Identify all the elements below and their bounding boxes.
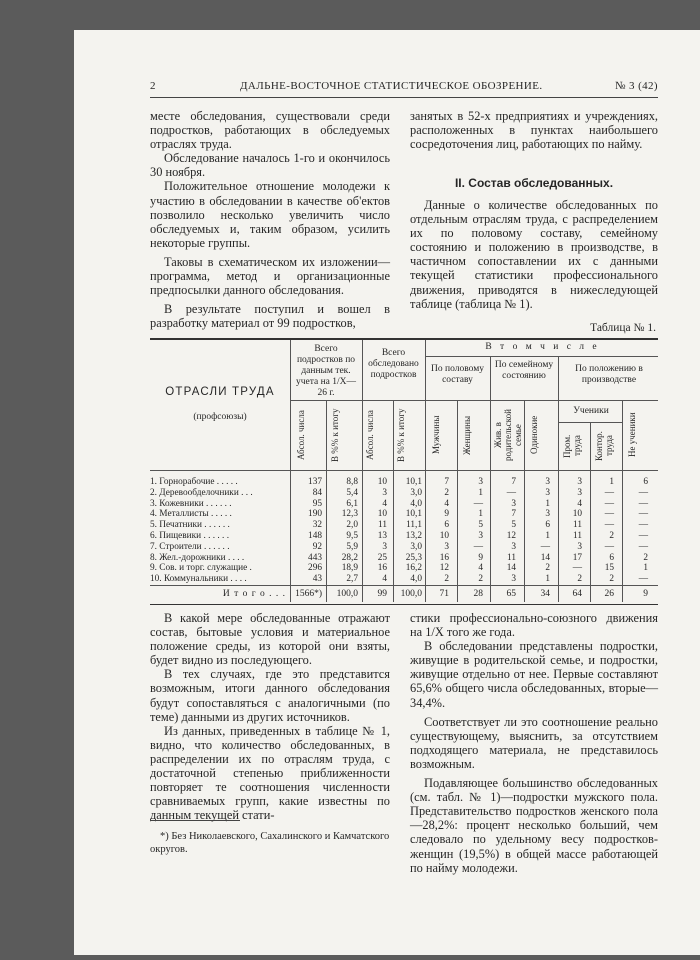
total-cell: 100,0 xyxy=(336,589,358,599)
table-cell: 2 xyxy=(609,531,614,541)
row-label: 4. Металлисты . . . . . xyxy=(150,509,232,520)
total-cell: 71 xyxy=(439,589,449,599)
table-cell: 3 xyxy=(382,541,387,552)
col-header-pct-surveyed: В %% к итогу xyxy=(396,408,406,462)
table-cell: 4 xyxy=(444,498,449,509)
left-column-bottom xyxy=(150,611,390,822)
table-cell: 10 xyxy=(377,509,387,520)
table-cell: 4 xyxy=(478,563,483,574)
table-cell: 25,3 xyxy=(405,552,422,563)
table-cell: 10 xyxy=(572,509,582,520)
table-cell: 84 xyxy=(312,487,322,498)
table-cell: — xyxy=(604,520,614,531)
table-cell: 2 xyxy=(444,487,449,498)
table-cell: 3 xyxy=(545,509,550,520)
table-cell: 6 xyxy=(444,520,449,531)
paragraph: Данные о количестве обследованных по отдельным отраслям труда, с распределением их по половому составу, семейному состоянию и положению в производстве, в частичном сопоставлении их с данными текущей статистики профессионального движения, приводятся в нижеследующей таблице (таблица № 1). xyxy=(410,198,658,311)
table-cell: — xyxy=(638,520,648,531)
table-cell: 9,5 xyxy=(346,531,358,541)
paragraph: В тех случаях, где это представится возможным, итоги данного обследования будут сопоставляться с аналогичными (по теме) данными из других источников. xyxy=(150,667,390,724)
table-row xyxy=(150,477,658,489)
table-cell: 43 xyxy=(312,574,322,585)
table-cell: 3,0 xyxy=(410,541,422,552)
table-cell: 1 xyxy=(478,509,483,520)
col-header-single: Одинокие xyxy=(529,415,539,455)
col-header-pct: В %% к итогу xyxy=(330,408,340,462)
col-header-abs: Абсол. числа xyxy=(296,410,306,460)
table-cell: 9 xyxy=(478,552,483,563)
col-header-parents: Жив. в родительской семье xyxy=(493,409,523,461)
table-cell: — xyxy=(572,563,582,574)
table-cell: 148 xyxy=(308,531,322,541)
table-cell: 3,0 xyxy=(410,487,422,498)
col-header-men: Мужчины xyxy=(431,415,441,455)
table-cell: — xyxy=(638,574,648,585)
table-cell: 5,9 xyxy=(346,541,358,552)
table-cell: 1 xyxy=(545,531,550,541)
table-cell: — xyxy=(540,541,550,552)
table-cell: 3 xyxy=(545,487,550,498)
table-cell: 10,1 xyxy=(405,477,422,487)
subheader-sex: По половому составу xyxy=(431,364,484,385)
total-cell: 65 xyxy=(506,589,516,599)
table-cell: 3 xyxy=(478,477,483,487)
table-cell: — xyxy=(604,541,614,552)
row-label: 3. Кожевники . . . . . . xyxy=(150,498,232,509)
table-cell: 2,7 xyxy=(346,574,358,585)
row-label: 10. Коммунальники . . . . xyxy=(150,574,247,585)
table-cell: 2 xyxy=(478,574,483,585)
table-cell: 3 xyxy=(511,498,516,509)
table-cell: 3 xyxy=(511,574,516,585)
total-cell: 64 xyxy=(572,589,582,599)
table-row xyxy=(150,553,658,565)
col-header-prom: Пром. труда xyxy=(562,434,582,458)
total-cell: 100,0 xyxy=(400,589,422,599)
table-cell: 16,2 xyxy=(405,563,422,574)
table-cell: 18,9 xyxy=(341,563,358,574)
table-cell: 2 xyxy=(643,552,648,563)
stub-subheading: (профсоюзы) xyxy=(193,412,247,422)
table-cell: 2,0 xyxy=(346,520,358,531)
row-rule xyxy=(558,422,622,423)
right-column-bottom xyxy=(410,611,658,875)
row-label: 8. Жел.-дорожники . . . . xyxy=(150,552,245,563)
table-cell: — xyxy=(604,487,614,498)
paragraph: Подавляющее большинство обследованных (см. табл. № 1)—подростки мужского пола. Представительство подростков женского пола—28,2%: процент несколько больший, чем следовало по удельному весу подростков-женщин (19,5%) в общей массе работающей по найму молодежи. xyxy=(410,776,658,875)
table-row xyxy=(150,574,658,586)
table-row xyxy=(150,563,658,575)
table-cell: — xyxy=(638,487,648,498)
col-header-kontor: Контор. труда xyxy=(594,431,614,461)
table-cell: 2 xyxy=(444,574,449,585)
paragraph: стики профессионально-союзного движения на 1/Х того же года. xyxy=(410,611,658,640)
table-cell: 11 xyxy=(573,531,582,541)
table-cell: 5 xyxy=(511,520,516,531)
table-cell: 1 xyxy=(545,498,550,509)
table-cell: 2 xyxy=(577,574,582,585)
header-rule xyxy=(150,97,658,98)
row-label: 9. Сов. и торг. служащие . xyxy=(150,563,252,574)
table-cell: 9 xyxy=(444,509,449,520)
table-row xyxy=(150,542,658,554)
col-header-abs-surveyed: Абсол. числа xyxy=(365,410,375,460)
row-label: 2. Деревообделочники . . . xyxy=(150,487,253,498)
table-cell: 6 xyxy=(545,520,550,531)
total-cell: 9 xyxy=(643,589,648,599)
paragraph: В обследовании представлены подростки, живущие в родительской семье, и подростки, живущие отдельно от нее. Первые составляют 65,6% общего числа обследованных, вторые—34,4%. xyxy=(410,639,658,710)
subheader-production: По положению в производстве xyxy=(575,364,643,385)
table-cell: 3 xyxy=(511,541,516,552)
table-cell: 3 xyxy=(545,477,550,487)
row-label: 6. Пищевики . . . . . . xyxy=(150,531,230,541)
group-header-surveyed: Всего обследовано подростков xyxy=(368,348,419,380)
table-cell: 12,3 xyxy=(341,509,358,520)
group-header-including: В т о м ч и с л е xyxy=(485,342,600,352)
table-row xyxy=(150,488,658,500)
table-cell: 13 xyxy=(377,531,387,541)
table-cell: 11,1 xyxy=(406,520,422,531)
table-cell: 443 xyxy=(308,552,322,563)
paragraph: Из данных, приведенных в таблице № 1, видно, что количество обследованных, в распределении их по отраслям труда, с достаточной степенью приближенности повторяет те соотношения численности сравниваемых групп, какие известны по данным текущей стати- xyxy=(150,723,390,823)
table-cell: — xyxy=(604,498,614,509)
table-cell: 3 xyxy=(382,487,387,498)
paragraph: В результате поступил и вошел в разработку материал от 99 подростков, xyxy=(150,302,390,331)
table-row xyxy=(150,509,658,521)
table-cell: 15 xyxy=(604,563,614,574)
data-table xyxy=(150,338,658,605)
table-cell: 3 xyxy=(577,477,582,487)
table-cell: 1 xyxy=(545,574,550,585)
subheader-family: По семейному состоянию xyxy=(494,360,554,381)
table-cell: 3 xyxy=(478,531,483,541)
table-cell: 28,2 xyxy=(341,552,358,563)
row-rule xyxy=(558,400,658,401)
table-cell: 4 xyxy=(577,498,582,509)
subheader-pupils: Ученики xyxy=(573,406,609,416)
table-cell: 6 xyxy=(609,552,614,563)
table-cell: 7 xyxy=(511,509,516,520)
col-header-women: Женщины xyxy=(462,415,472,455)
table-cell: 14 xyxy=(540,552,550,563)
table-cell: — xyxy=(638,541,648,552)
paragraph: Положительное отношение молодежи к участию в обследовании в качестве об'ектов позволило несколько увеличить число обследуемых и, таким образом, усилить некоторые группы. xyxy=(150,179,390,250)
table-row xyxy=(150,520,658,532)
table-cell: 6 xyxy=(643,477,648,487)
section-heading: II. Состав обследованных. xyxy=(454,176,614,190)
table-cell: 17 xyxy=(572,552,582,563)
table-row xyxy=(150,499,658,511)
table-cell: 7 xyxy=(444,477,449,487)
group-header-total-union: Всего подростков по данным тек. учета на 1/Х—26 г. xyxy=(295,344,357,398)
table-cell: 8,8 xyxy=(346,477,358,487)
total-cell: 99 xyxy=(377,589,387,599)
table-cell: 16 xyxy=(377,563,387,574)
right-column-top xyxy=(410,109,658,151)
table-cell: 3 xyxy=(577,487,582,498)
paragraph: В какой мере обследованные отражают состав, бытовые условия и материальное положение среды, из которой они взяты, будет видно из последующего. xyxy=(150,611,390,668)
left-column-top xyxy=(150,109,390,330)
table-cell: 1 xyxy=(643,563,648,574)
table-cell: 10 xyxy=(377,477,387,487)
table-cell: 190 xyxy=(308,509,322,520)
total-cell: 26 xyxy=(604,589,614,599)
table-cell: 12 xyxy=(506,531,516,541)
table-cell: 92 xyxy=(312,541,322,552)
total-cell: 28 xyxy=(473,589,483,599)
journal-title: ДАЛЬНЕ-ВОСТОЧНОЕ СТАТИСТИЧЕСКОЕ ОБОЗРЕНИЕ. xyxy=(240,80,543,92)
table-cell: 16 xyxy=(439,552,449,563)
row-label: 7. Строители . . . . . . xyxy=(150,541,230,552)
table-cell: 13,2 xyxy=(405,531,422,541)
table-cell: — xyxy=(506,487,516,498)
table-cell: 2 xyxy=(609,574,614,585)
table-cell: 2 xyxy=(545,563,550,574)
table-cell: 10 xyxy=(439,531,449,541)
table-cell: 7 xyxy=(511,477,516,487)
page-number: 2 xyxy=(150,80,156,92)
total-row xyxy=(150,587,658,601)
table-cell: — xyxy=(638,509,648,520)
table-cell: 1 xyxy=(478,487,483,498)
table-cell: — xyxy=(638,531,648,541)
table-cell: 5,4 xyxy=(346,487,358,498)
table-row xyxy=(150,531,658,543)
stub-heading: ОТРАСЛИ ТРУДА xyxy=(165,386,275,398)
total-label: И т о г о . . . xyxy=(222,589,286,599)
table-cell: 11 xyxy=(378,520,387,531)
row-rule xyxy=(425,356,658,357)
table-cell: 14 xyxy=(506,563,516,574)
footnote-rule xyxy=(150,820,240,821)
table-cell: 296 xyxy=(308,563,322,574)
table-cell: 4 xyxy=(382,574,387,585)
table-cell: — xyxy=(473,541,483,552)
table-cell: 25 xyxy=(377,552,387,563)
paragraph: занятых в 52-х предприятиях и учреждениях, расположенных в пунктах наибольшего сосредоточения лиц, работающих по найму. xyxy=(410,109,658,152)
table-cell: 95 xyxy=(312,498,322,509)
table-cell: 32 xyxy=(312,520,322,531)
right-column-intro xyxy=(410,198,658,311)
paragraph: Соответствует ли это соотношение реально существующему, выяснить, за отсутствием подходящего материала, не представилось возможным. xyxy=(410,714,658,771)
row-rule xyxy=(150,470,658,471)
footnote: *) Без Николаевского, Сахалинского и Камчатского округов. xyxy=(150,831,390,855)
issue-number: № 3 (42) xyxy=(614,80,658,92)
table-cell: — xyxy=(604,509,614,520)
table-cell: 4,0 xyxy=(410,574,422,585)
table-cell: 11 xyxy=(507,552,516,563)
paragraph: месте обследования, существовали среди подростков, работающих в обследуемых отраслях труда. xyxy=(150,109,390,152)
table-label: Таблица № 1. xyxy=(590,322,656,334)
row-label: 5. Печатники . . . . . . xyxy=(150,520,230,531)
row-label: 1. Горнорабочие . . . . . xyxy=(150,477,238,487)
table-cell: 12 xyxy=(439,563,449,574)
col-header-nonpupil: Не ученики xyxy=(627,412,637,458)
total-cell: 1566*) xyxy=(295,589,322,599)
running-header xyxy=(150,80,658,96)
total-cell: 34 xyxy=(540,589,550,599)
table-cell: 4,0 xyxy=(410,498,422,509)
table-cell: — xyxy=(473,498,483,509)
table-cell: 3 xyxy=(444,541,449,552)
paragraph: Обследование началось 1-го и окончилось 30 ноября. xyxy=(150,151,390,180)
table-cell: 5 xyxy=(478,520,483,531)
table-cell: 4 xyxy=(382,498,387,509)
table-cell: 137 xyxy=(308,477,322,487)
table-cell: 6,1 xyxy=(346,498,358,509)
paragraph: Таковы в схематическом их изложении—программа, метод и организационные предпосылки данного обследования. xyxy=(150,254,390,298)
table-cell: 3 xyxy=(577,541,582,552)
table-cell: 11 xyxy=(573,520,582,531)
table-cell: 1 xyxy=(609,477,614,487)
table-cell: — xyxy=(638,498,648,509)
table-cell: 10,1 xyxy=(405,509,422,520)
